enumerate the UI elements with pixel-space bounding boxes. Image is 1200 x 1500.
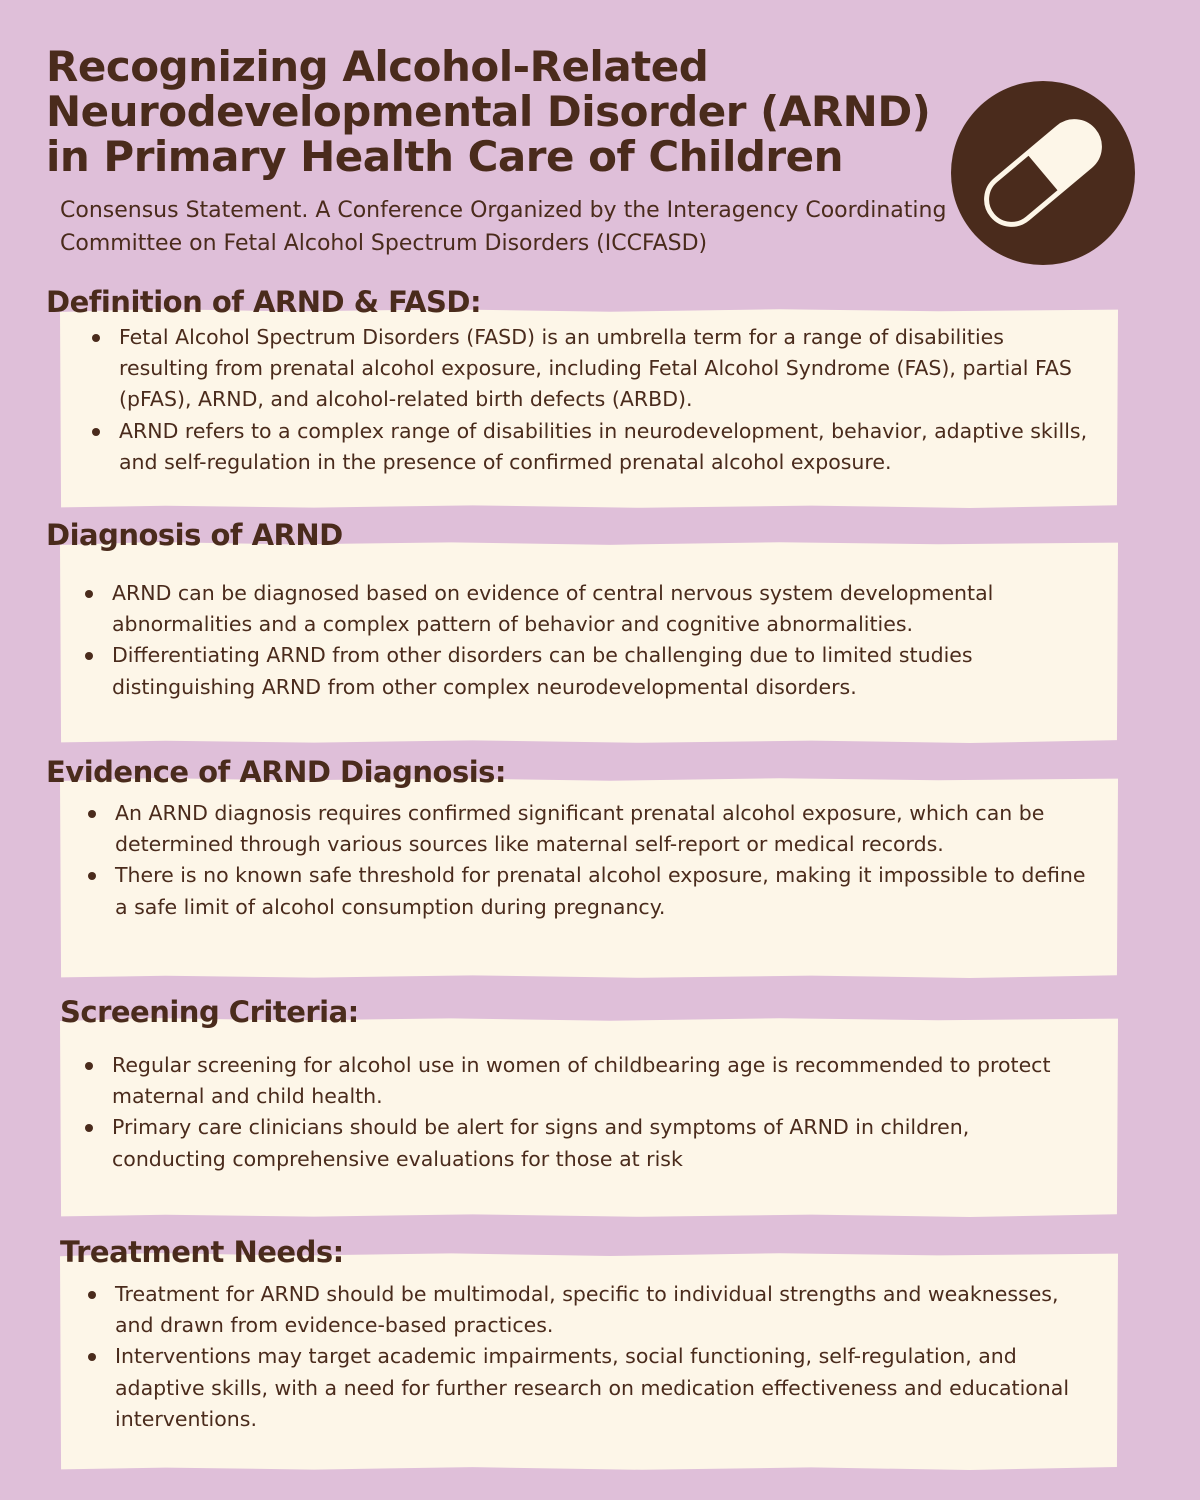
list-item <box>92 322 1092 416</box>
bullet-text: An ARND diagnosis requires confirmed significant prenatal alcohol exposure, which can be determined through various sources like maternal self-report or medical records. <box>115 801 1045 857</box>
bullet-dot <box>88 1291 96 1299</box>
bullet-dot <box>85 590 93 598</box>
bullet-text: ARND refers to a complex range of disabilities in neurodevelopment, behavior, adaptive skills, and self-regulation in the presence of confirmed prenatal alcohol exposure. <box>119 418 1088 474</box>
bullet-text: Interventions may target academic impairments, social functioning, self-regulation, and adaptive skills, with a need for further research on medication effectiveness and educational interventions. <box>115 1344 1070 1431</box>
bullet-text: Fetal Alcohol Spectrum Disorders (FASD) is an umbrella term for a range of disabilities resulting from prenatal alcohol exposure, including Fetal Alcohol Syndrome (FAS), partial FAS (pFAS), ARND, and alcohol-related birth defects (ARBD). <box>119 325 1072 412</box>
bullet-list-evidence <box>88 798 1088 923</box>
bullet-dot <box>92 428 100 436</box>
bullet-list-diagnosis <box>85 578 1105 703</box>
list-item <box>88 798 1088 860</box>
bullet-dot <box>88 872 96 880</box>
bullet-text: Treatment for ARND should be multimodal, specific to individual strengths and weaknesses, and drawn from evidence-based practices. <box>115 1282 1059 1338</box>
section-heading-treatment: Treatment Needs: <box>60 1235 344 1269</box>
bullet-text: There is no known safe threshold for prenatal alcohol exposure, making it impossible to define a safe limit of alcohol consumption during pregnancy. <box>115 863 1086 919</box>
list-item <box>88 1341 1088 1435</box>
bullet-text: Regular screening for alcohol use in women of childbearing age is recommended to protect maternal and child health. <box>112 1053 1051 1109</box>
section-heading-evidence: Evidence of ARND Diagnosis: <box>46 755 507 789</box>
list-item <box>85 640 1105 702</box>
list-item <box>85 578 1105 640</box>
bullet-list-screening <box>85 1050 1085 1175</box>
list-item <box>85 1112 1085 1174</box>
list-item <box>88 1279 1088 1341</box>
list-item <box>92 416 1092 478</box>
list-item <box>88 860 1088 922</box>
page-subtitle: Consensus Statement. A Conference Organized by the Interagency Coordinating Committee on Fetal Alcohol Spectrum Disorders (ICCFASD) <box>60 198 947 256</box>
bullet-dot <box>88 810 96 818</box>
bullet-dot <box>85 1062 93 1070</box>
bullet-list-treatment <box>88 1279 1088 1435</box>
bullet-dot <box>92 334 100 342</box>
bullet-dot <box>85 1124 93 1132</box>
section-heading-screening: Screening Criteria: <box>60 995 359 1029</box>
pill-badge <box>951 81 1135 265</box>
bullet-text: ARND can be diagnosed based on evidence of central nervous system developmental abnormalities and a complex pattern of behavior and cognitive abnormalities. <box>112 581 994 637</box>
bullet-dot <box>85 652 93 660</box>
bullet-text: Primary care clinicians should be alert for signs and symptoms of ARND in children, conducting comprehensive evaluations for those at risk <box>112 1115 970 1171</box>
page-title: Recognizing Alcohol-Related Neurodevelopmental Disorder (ARND) in Primary Health Care of Children <box>46 42 931 181</box>
pill-icon <box>951 81 1135 265</box>
bullet-text: Differentiating ARND from other disorders can be challenging due to limited studies distinguishing ARND from other complex neurodevelopmental disorders. <box>112 643 973 699</box>
section-heading-definition: Definition of ARND & FASD: <box>46 285 482 319</box>
bullet-dot <box>88 1353 96 1361</box>
section-heading-diagnosis: Diagnosis of ARND <box>46 518 343 552</box>
list-item <box>85 1050 1085 1112</box>
bullet-list-definition <box>92 322 1092 478</box>
